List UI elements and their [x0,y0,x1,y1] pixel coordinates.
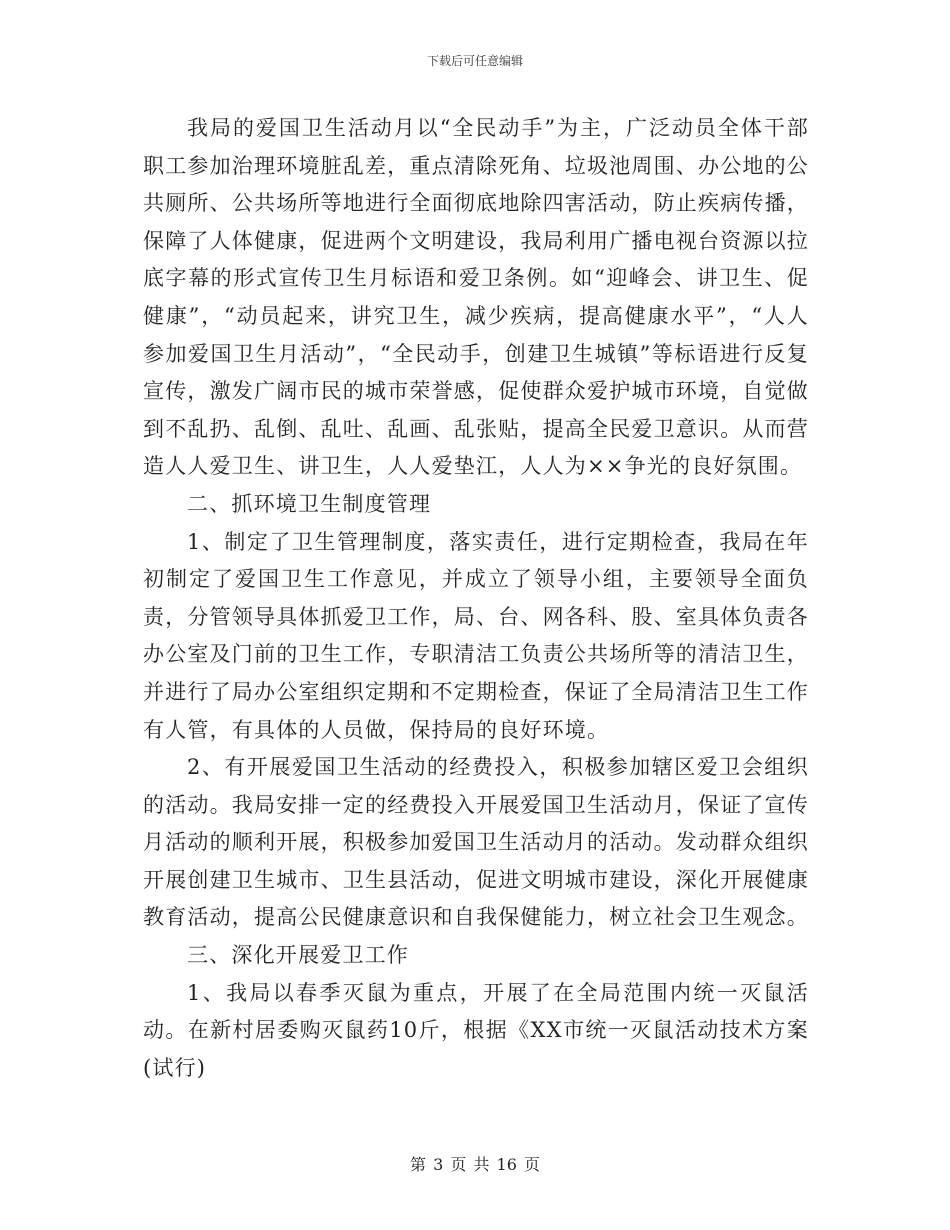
section-heading-2: 二、抓环境卫生制度管理 [187,491,432,516]
page-header: 下载后可任意编辑 [426,54,523,68]
body-paragraph: 1、我局以春季灭鼠为重点，开展了在全局范围内统一灭鼠活动。在新村居委购灭鼠药10斤，根据《XX市统一灭鼠活动技术方案(试行) [143,980,809,1080]
body-paragraph: 1、制定了卫生管理制度，落实责任，进行定期检查，我局在年初制定了爱国卫生工作意见，并成立了领导小组，主要领导全面负责，分管领导具体抓爱卫工作，局、台、网各科、股、室具体负责各办公室及门前的卫生工作，专职清洁工负责公共场所等的清洁卫生，并进行了局办公室组织定期和不定期检查，保证了全局清洁卫生工作有人管，有具体的人员做，保持局的良好环境。 [143,529,809,742]
body-paragraph: 2、有开展爱国卫生活动的经费投入，积极参加辖区爱卫会组织的活动。我局安排一定的经费投入开展爱国卫生活动月，保证了宣传月活动的顺利开展，积极参加爱国卫生活动月的活动。发动群众组织开展创建卫生城市、卫生县活动，促进文明城市建设，深化开展健康教育活动，提高公民健康意识和自我保健能力，树立社会卫生观念。 [143,755,809,930]
section-heading-3: 三、深化开展爱卫工作 [187,943,409,968]
document-body [143,110,809,1087]
body-paragraph: 我局的爱国卫生活动月以“全民动手”为主，广泛动员全体干部职工参加治理环境脏乱差，重点清除死角、垃圾池周围、办公地的公共厕所、公共场所等地进行全面彻底地除四害活动，防止疾病传播，保障了人体健康，促进两个文明建设，我局利用广播电视台资源以拉底字幕的形式宣传卫生月标语和爱卫条例。如“迎峰会、讲卫生、促健康”，“动员起来，讲究卫生，减少疾病，提高健康水平”，“人人参加爱国卫生月活动”，“全民动手，创建卫生城镇”等标语进行反复宣传，激发广阔市民的城市荣誉感，促使群众爱护城市环境，自觉做到不乱扔、乱倒、乱吐、乱画、乱张贴，提高全民爱卫意识。从而营造人人爱卫生、讲卫生，人人爱垫江，人人为××争光的良好氛围。 [143,116,809,479]
page-footer: 第 3 页 共 16 页 [410,1155,540,1174]
